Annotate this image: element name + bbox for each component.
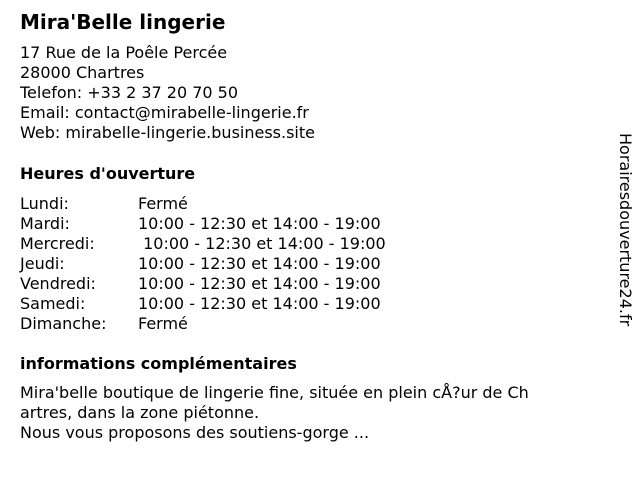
hours-row <box>20 294 386 314</box>
address-line-1: 17 Rue de la Poêle Percée <box>20 43 228 62</box>
hours-day: Lundi: <box>20 194 69 213</box>
contact-block <box>20 43 315 143</box>
hours-row <box>20 194 386 214</box>
site-watermark: Horairesdouverture24.fr <box>616 133 635 327</box>
hours-time: Fermé <box>138 314 188 333</box>
hours-time: 10:00 - 12:30 et 14:00 - 19:00 <box>138 274 381 293</box>
hours-row <box>20 234 386 254</box>
description-line-3: Nous vous proposons des soutiens-gorge ... <box>20 423 370 442</box>
hours-day: Jeudi: <box>20 254 65 273</box>
hours-day: Samedi: <box>20 294 86 313</box>
hours-time: 10:00 - 12:30 et 14:00 - 19:00 <box>138 234 386 253</box>
web-line: Web: mirabelle-lingerie.business.site <box>20 123 315 142</box>
hours-row <box>20 274 386 294</box>
hours-time: 10:00 - 12:30 et 14:00 - 19:00 <box>138 214 381 233</box>
hours-day: Vendredi: <box>20 274 96 293</box>
description-line-1: Mira'belle boutique de lingerie fine, située en plein cÅ?ur de Ch <box>20 383 529 402</box>
info-heading: informations complémentaires <box>20 354 297 373</box>
description-line-2: artres, dans la zone piétonne. <box>20 403 260 422</box>
hours-row <box>20 254 386 274</box>
hours-day: Mardi: <box>20 214 70 233</box>
business-name: Mira'Belle lingerie <box>20 10 226 34</box>
address-line-2: 28000 Chartres <box>20 63 145 82</box>
hours-table <box>20 194 386 334</box>
description <box>20 383 580 443</box>
hours-day: Dimanche: <box>20 314 107 333</box>
email-line: Email: contact@mirabelle-lingerie.fr <box>20 103 309 122</box>
hours-heading: Heures d'ouverture <box>20 164 196 183</box>
hours-row <box>20 314 386 334</box>
hours-time: Fermé <box>138 194 188 213</box>
hours-row <box>20 214 386 234</box>
hours-time: 10:00 - 12:30 et 14:00 - 19:00 <box>138 254 381 273</box>
hours-time: 10:00 - 12:30 et 14:00 - 19:00 <box>138 294 381 313</box>
phone-line: Telefon: +33 2 37 20 70 50 <box>20 83 239 102</box>
hours-day: Mercredi: <box>20 234 95 253</box>
